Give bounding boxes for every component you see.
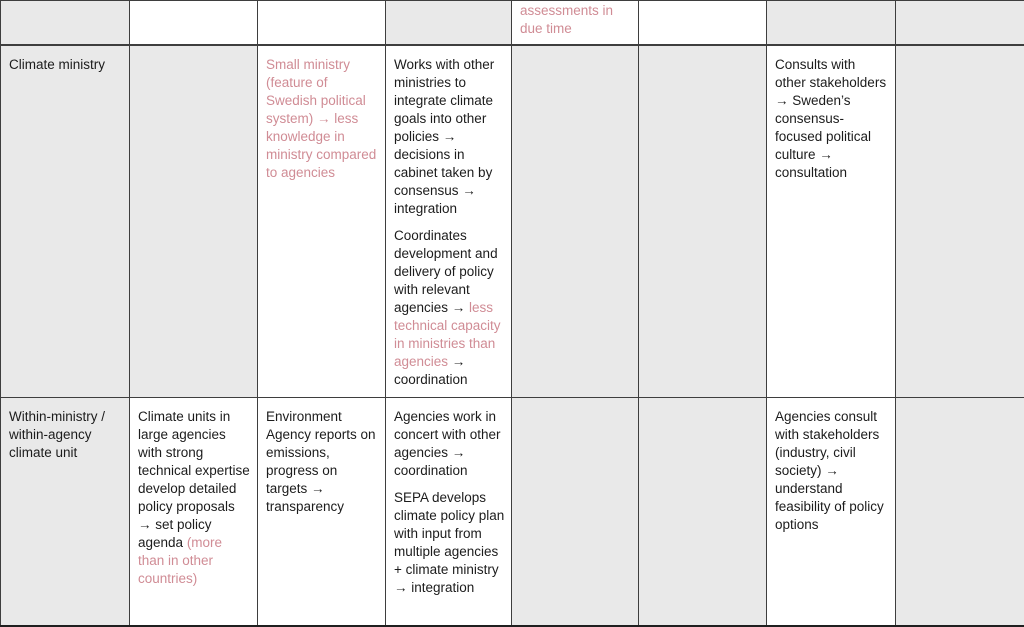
- text-segment-pink: (more than in other countries): [138, 535, 223, 586]
- table-cell-r0-c2: [258, 1, 386, 45]
- row-climate-ministry: [1, 45, 1024, 398]
- cell-paragraph: [394, 56, 505, 218]
- cell-paragraph: [520, 2, 632, 38]
- table-cell-r1-c5: [639, 45, 767, 398]
- table-cell-r2-c4: [512, 398, 639, 626]
- text-segment-black: Consults with other stakeholders → Sweden’s consensus-focused political culture → consultation: [775, 56, 887, 180]
- text-segment-black: Agencies consult with stakeholders (industry, civil society) → understand feasibility of policy options: [775, 409, 884, 532]
- policy-table-body: [1, 1, 1024, 626]
- cell-paragraph: [138, 408, 251, 588]
- table-cell-r0-c4: [512, 1, 639, 45]
- table-cell-r2-c6: [767, 398, 896, 626]
- cell-paragraph: [394, 408, 505, 480]
- table-cell-r0-c0: [1, 1, 130, 45]
- cell-paragraph: [9, 56, 123, 74]
- text-segment-black: Within-ministry / within-agency climate unit: [9, 409, 106, 460]
- table-cell-r1-c3: [386, 45, 512, 398]
- text-segment-pink: assessments in due time: [520, 3, 614, 36]
- cell-paragraph: [775, 56, 889, 182]
- table-cell-r2-c3: [386, 398, 512, 626]
- table-cell-r0-c1: [130, 1, 258, 45]
- text-segment-black: Agencies work in concert with other agencies → coordination: [394, 409, 501, 478]
- text-segment-black: → coordination: [394, 353, 468, 387]
- table-cell-r2-c7: [896, 398, 1024, 626]
- cell-paragraph: [775, 408, 889, 534]
- table-cell-r1-c1: [130, 45, 258, 398]
- table-cell-r1-c7: [896, 45, 1024, 398]
- text-segment-pink: Small ministry (feature of Swedish political system) → less knowledge in ministry compared to agencies: [266, 56, 377, 180]
- text-segment-black: Climate ministry: [9, 56, 106, 72]
- table-cell-r0-c6: [767, 1, 896, 45]
- table-cell-r2-c5: [639, 398, 767, 626]
- table-cell-r1-c4: [512, 45, 639, 398]
- table-cell-r1-c0: [1, 45, 130, 398]
- cell-paragraph: [394, 227, 505, 389]
- table-cell-r2-c1: [130, 398, 258, 626]
- row-climate-unit: [1, 398, 1024, 626]
- text-segment-black: Environment Agency reports on emissions, progress on targets → transparency: [266, 409, 376, 514]
- text-segment-black: Works with other ministries to integrate climate goals into other policies → decisions in cabinet taken by consensus → integration: [394, 56, 495, 216]
- cell-paragraph: [266, 408, 379, 516]
- table-cell-r0-c7: [896, 1, 1024, 45]
- cell-paragraph: [266, 56, 379, 182]
- table-cell-r2-c2: [258, 398, 386, 626]
- text-segment-pink: less technical capacity in ministries than agencies: [394, 299, 501, 369]
- cell-paragraph: [394, 489, 505, 597]
- text-segment-black: Coordinates development and delivery of policy with relevant agencies →: [394, 227, 498, 315]
- text-segment-black: Climate units in large agencies with strong technical expertise develop detailed policy proposals → set policy agenda: [138, 409, 250, 550]
- cell-paragraph: [9, 408, 123, 462]
- text-segment-black: SEPA develops climate policy plan with input from multiple agencies + climate ministry → integration: [394, 490, 505, 595]
- table-cell-r0-c5: [639, 1, 767, 45]
- row-continued: [1, 1, 1024, 45]
- table-cell-r1-c2: [258, 45, 386, 398]
- table-cell-r1-c6: [767, 45, 896, 398]
- table-cell-r0-c3: [386, 1, 512, 45]
- table-cell-r2-c0: [1, 398, 130, 626]
